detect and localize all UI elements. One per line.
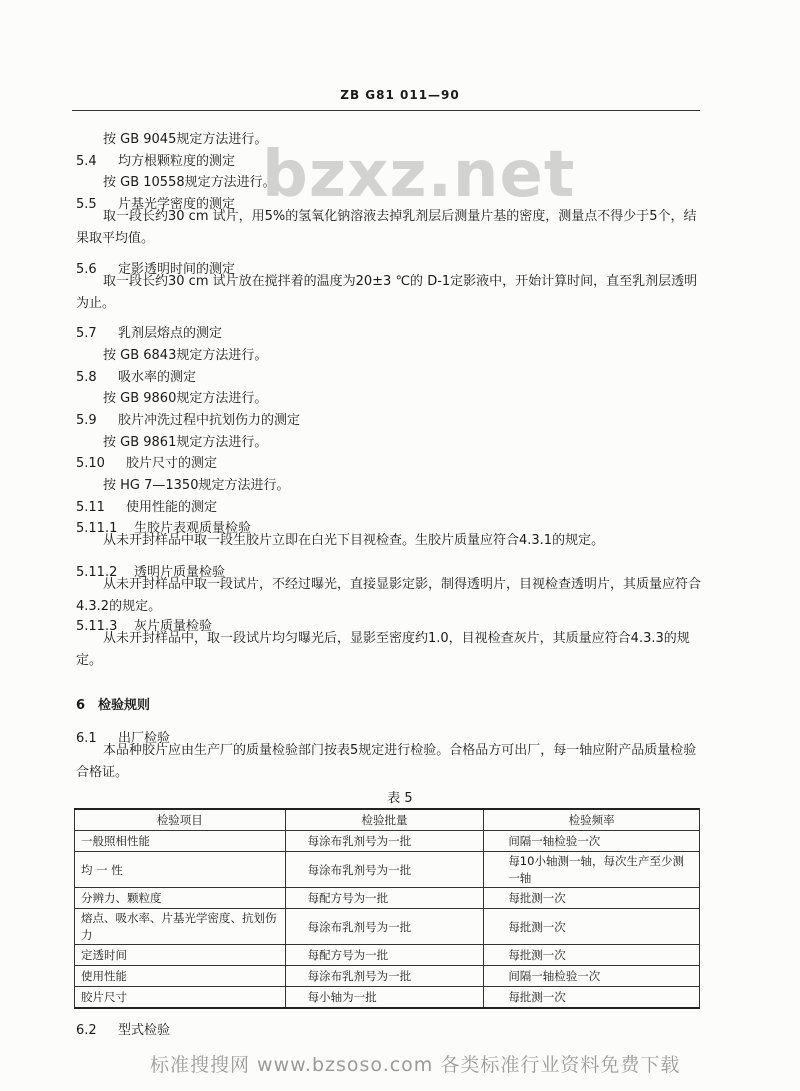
section-title: 吸水率的测定 xyxy=(118,370,197,385)
table-cell: 熔点、吸水率、片基光学密度、抗划伤力 xyxy=(75,909,286,945)
column-header: 检验批量 xyxy=(285,809,484,831)
column-header: 检验项目 xyxy=(75,809,286,831)
table-cell: 分辨力、颗粒度 xyxy=(75,888,286,909)
watermark: bzxz.net xyxy=(262,138,576,212)
table-cell: 每配方号为一批 xyxy=(285,888,484,909)
table-cell: 每涂布乳剂号为一批 xyxy=(285,852,484,888)
table-caption: 表 5 xyxy=(387,791,413,806)
section-5-8 xyxy=(76,366,196,385)
section-title: 胶片尺寸的测定 xyxy=(126,456,218,471)
table-cell: 每涂布乳剂号为一批 xyxy=(285,966,484,987)
table-row xyxy=(75,831,700,852)
section-title: 检验规则 xyxy=(98,698,151,713)
section-title: 灰片质量检验 xyxy=(134,619,213,634)
table-cell: 一般照相性能 xyxy=(75,831,286,852)
text-line: 按 GB 6843规定方法进行。 xyxy=(103,348,268,363)
section-number: 5.11 xyxy=(76,500,105,515)
table-row xyxy=(75,945,700,966)
table-cell: 间隔一轴检验一次 xyxy=(484,831,700,852)
table-cell: 使用性能 xyxy=(75,966,286,987)
footer-watermark: 标准搜搜网 www.bzsoso.com 各类标准行业资料免费下载 xyxy=(150,1054,681,1076)
section-number: 5.7 xyxy=(76,326,97,341)
section-title: 出厂检验 xyxy=(118,731,171,746)
section-5-9 xyxy=(76,409,300,428)
paragraph-6-1: 本品种胶片应由生产厂的质量检验部门按表5规定进行检验。合格品方可出厂，每一轴应附产品质量检验合格证。 xyxy=(76,743,697,780)
section-title: 乳剂层熔点的测定 xyxy=(118,326,223,341)
section-number: 5.11.3 xyxy=(76,619,118,634)
section-number: 5.8 xyxy=(76,370,97,385)
text-line: 按 GB 10558规定方法进行。 xyxy=(103,175,276,190)
table-cell: 每涂布乳剂号为一批 xyxy=(285,909,484,945)
section-title: 透明片质量检验 xyxy=(134,565,226,580)
section-title: 定影透明时间的测定 xyxy=(118,262,236,277)
paragraph-5-11-3: 从未开封样品中，取一段试片均匀曝光后，显影至密度约1.0，目视检查灰片，其质量应符合4.3.3的规定。 xyxy=(76,631,690,668)
text-line: 按 GB 9861规定方法进行。 xyxy=(103,435,268,450)
section-6-2 xyxy=(76,1019,170,1038)
document-code-header: ZB G81 011—90 xyxy=(340,88,460,102)
section-number: 5.10 xyxy=(76,456,105,471)
paragraph-5-11-2: 从未开封样品中取一段试片，不经过曝光，直接显影定影，制得透明片，目视检查透明片，其质量应符合4.3.2的规定。 xyxy=(76,577,702,614)
section-number: 6.1 xyxy=(76,731,97,746)
section-title: 型式检验 xyxy=(118,1023,171,1038)
table-cell: 每批测一次 xyxy=(484,888,700,909)
table-cell: 每10小轴测一轴，每次生产至少测一轴 xyxy=(484,852,700,888)
table-row xyxy=(75,966,700,987)
column-header: 检验频率 xyxy=(484,809,700,831)
section-title: 均方根颗粒度的测定 xyxy=(118,154,236,169)
table-cell: 胶片尺寸 xyxy=(75,987,286,1008)
text-line: 按 GB 9860规定方法进行。 xyxy=(103,391,268,406)
section-5-11 xyxy=(76,496,217,515)
section-title: 片基光学密度的测定 xyxy=(118,197,236,212)
header-rule xyxy=(72,110,700,111)
paragraph-5-5: 取一段长约30 cm 试片，用5%的氢氧化钠溶液去掉乳剂层后测量片基的密度，测量点不得少于5个，结果取平均值。 xyxy=(76,209,697,246)
paragraph-5-11-1: 从未开封样品中取一段生胶片立即在白光下目视检查。生胶片质量应符合4.3.1的规定。 xyxy=(103,533,605,548)
table-cell: 每小轴为一批 xyxy=(285,987,484,1008)
table-cell: 定透时间 xyxy=(75,945,286,966)
section-title: 使用性能的测定 xyxy=(126,500,218,515)
table-cell: 每配方号为一批 xyxy=(285,945,484,966)
section-number: 6 xyxy=(76,698,86,713)
table-row xyxy=(75,909,700,945)
table-row xyxy=(75,852,700,888)
section-number: 5.5 xyxy=(76,197,97,212)
paragraph-5-6: 取一段长约30 cm 试片放在搅拌着的温度为20±3 ℃的 D-1定影液中，开始计算时间，直至乳剂层透明为止。 xyxy=(76,274,698,311)
section-6-heading xyxy=(76,694,150,713)
table-row xyxy=(75,987,700,1008)
section-5-10 xyxy=(76,452,217,471)
section-5-7 xyxy=(76,322,222,341)
section-number: 5.9 xyxy=(76,413,97,428)
section-title: 生胶片表观质量检验 xyxy=(134,521,252,536)
table-cell: 每批测一次 xyxy=(484,909,700,945)
table-cell: 间隔一轴检验一次 xyxy=(484,966,700,987)
section-5-4 xyxy=(76,150,235,169)
table-cell: 每批测一次 xyxy=(484,945,700,966)
table-row xyxy=(75,888,700,909)
section-number: 5.11.1 xyxy=(76,521,118,536)
table-cell: 每批测一次 xyxy=(484,987,700,1008)
section-number: 5.4 xyxy=(76,154,97,169)
section-number: 5.11.2 xyxy=(76,565,118,580)
table-cell: 每涂布乳剂号为一批 xyxy=(285,831,484,852)
section-title: 胶片冲洗过程中抗划伤力的测定 xyxy=(118,413,301,428)
section-number: 6.2 xyxy=(76,1023,97,1038)
text-line: 按 HG 7—1350规定方法进行。 xyxy=(103,478,290,493)
inspection-table xyxy=(74,808,700,1009)
section-number: 5.6 xyxy=(76,262,97,277)
text-line: 按 GB 9045规定方法进行。 xyxy=(103,132,268,147)
table-cell: 均 一 性 xyxy=(75,852,286,888)
